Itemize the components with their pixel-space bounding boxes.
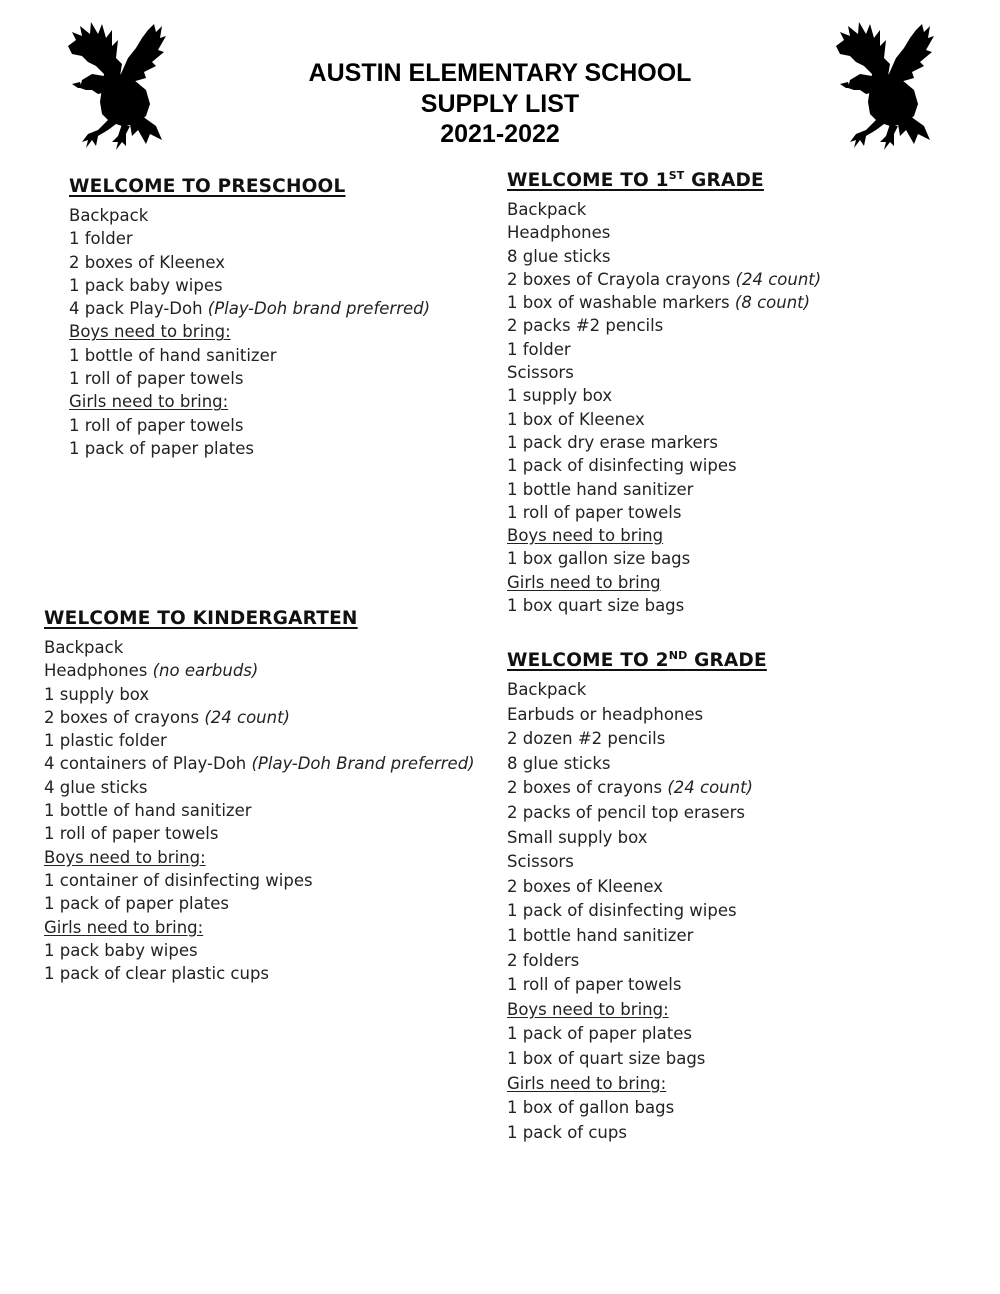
list-item: 1 box quart size bags [507,596,685,616]
list-item: 1 pack baby wipes [69,275,223,295]
list-item: 1 pack of clear plastic cups [44,964,270,984]
supply-list-preschool [69,204,430,460]
list-item: 1 pack of paper plates [69,438,254,458]
item-note: (no earbuds) [152,661,259,681]
list-item: Backpack [507,680,587,699]
item-note: (24 count) [667,778,753,798]
list-item: 2 folders [507,950,580,970]
section-first-grade [507,168,821,617]
list-subheading: Girls need to bring: [69,392,229,412]
section-title-preschool: WELCOME TO PRESCHOOL [69,176,346,197]
list-item: 4 containers of Play-Doh (Play-Doh Brand preferred) [44,754,475,774]
list-item: 1 pack of disinfecting wipes [507,901,737,921]
section-kindergarten [44,606,475,985]
list-item: Scissors [507,363,574,383]
list-item: 1 pack of disinfecting wipes [507,456,737,476]
list-item: 4 pack Play-Doh (Play-Doh brand preferred) [69,299,431,319]
supply-list-second-grade [507,678,767,1145]
section-title-first-grade: WELCOME TO 1ST GRADE [507,168,764,191]
section-preschool [69,174,430,460]
eagle-logo-right [826,18,938,150]
list-item: Backpack [44,638,124,657]
list-item: 1 pack baby wipes [44,940,198,960]
list-item: Backpack [69,206,149,225]
list-subheading: Boys need to bring [507,526,664,546]
list-item: Scissors [507,852,574,872]
list-item: 8 glue sticks [507,753,611,773]
item-note: (Play-Doh brand preferred) [207,299,431,319]
list-item: 4 glue sticks [44,777,148,797]
list-item: 1 bottle hand sanitizer [507,925,694,945]
eagle-logo-left [58,18,170,150]
list-item: 2 dozen #2 pencils [507,729,666,749]
list-item: 1 container of disinfecting wipes [44,870,313,890]
list-item: Backpack [507,200,587,219]
list-item: 1 bottle hand sanitizer [507,479,694,499]
list-item: 1 pack dry erase markers [507,432,718,452]
section-title-second-grade: WELCOME TO 2ND GRADE [507,648,767,671]
list-item: 1 box of washable markers (8 count) [507,293,811,313]
list-item: 1 roll of paper towels [69,415,244,435]
list-subheading: Girls need to bring: [44,917,204,937]
list-item: 1 roll of paper towels [507,975,682,995]
list-item: 1 pack of cups [507,1122,627,1142]
list-item: 1 bottle of hand sanitizer [69,345,277,365]
item-note: (8 count) [734,293,811,313]
supply-list-first-grade [507,198,821,617]
list-item: Headphones (no earbuds) [44,661,259,681]
list-item: 1 roll of paper towels [507,502,682,522]
list-subheading: Boys need to bring: [44,847,206,867]
list-item: 1 pack of paper plates [44,894,229,914]
list-subheading: Boys need to bring: [69,322,231,342]
list-item: Earbuds or headphones [507,704,704,724]
list-item: 1 supply box [507,386,613,406]
list-item: 2 packs of pencil top erasers [507,802,745,822]
eagle-icon [58,18,170,150]
item-note: (24 count) [204,707,290,727]
list-item: Small supply box [507,827,648,847]
eagle-icon [826,18,938,150]
item-note: (24 count) [735,269,822,289]
list-title: SUPPLY LIST [420,89,580,118]
list-item: 2 boxes of Kleenex [69,252,225,272]
school-year: 2021-2022 [440,120,560,148]
list-item: 1 box of gallon bags [507,1098,675,1118]
list-item: 1 pack of paper plates [507,1024,692,1044]
list-item: 1 folder [507,339,571,359]
list-item: 2 boxes of Crayola crayons (24 count) [507,269,822,289]
list-item: 2 boxes of crayons (24 count) [44,707,290,727]
list-item: 1 bottle of hand sanitizer [44,801,252,821]
list-item: 1 plastic folder [44,731,167,751]
list-item: 1 roll of paper towels [44,824,219,844]
list-subheading: Girls need to bring [507,572,661,592]
supply-list-kindergarten [44,636,475,985]
list-item: 1 box of quart size bags [507,1048,706,1068]
list-item: 1 box of Kleenex [507,409,645,429]
school-name: AUSTIN ELEMENTARY SCHOOL [308,59,692,87]
list-subheading: Boys need to bring: [507,999,669,1019]
list-item: 2 boxes of Kleenex [507,876,663,896]
list-item: 1 box gallon size bags [507,549,691,569]
list-item: 2 packs #2 pencils [507,316,664,336]
list-item: 2 boxes of crayons (24 count) [507,778,753,798]
list-item: 1 folder [69,229,133,249]
document-header [250,58,750,150]
list-item: Headphones [507,223,611,243]
list-item: 1 supply box [44,684,150,704]
list-item: 8 glue sticks [507,246,611,266]
item-note: (Play-Doh Brand preferred) [251,754,475,774]
section-second-grade [507,648,767,1145]
section-title-kindergarten: WELCOME TO KINDERGARTEN [44,608,358,629]
list-subheading: Girls need to bring: [507,1073,667,1093]
list-item: 1 roll of paper towels [69,369,244,389]
